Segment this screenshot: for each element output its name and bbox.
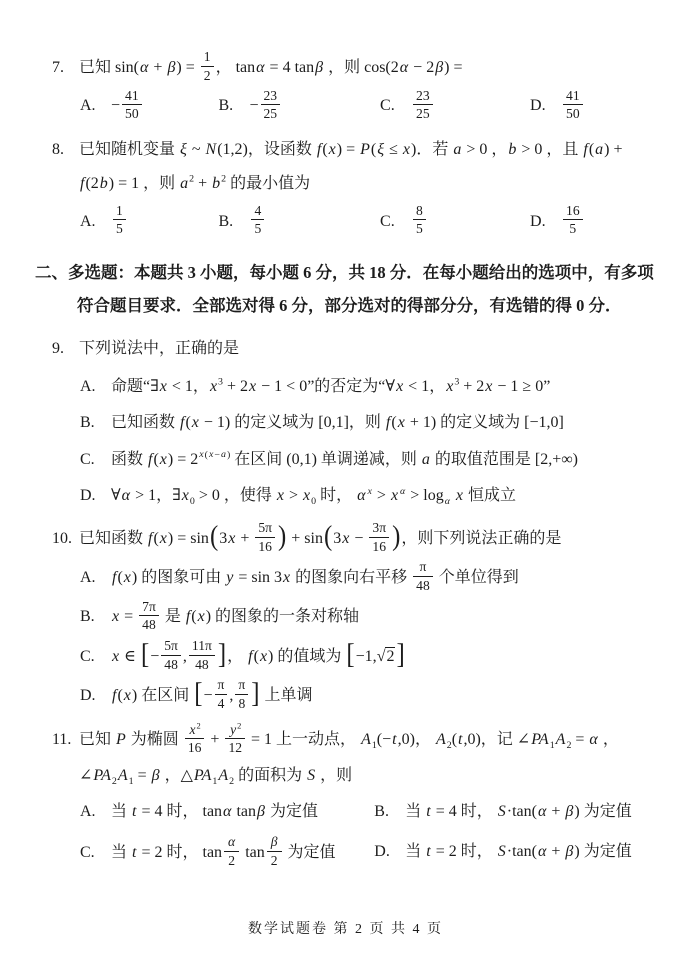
question-8-text: 已知随机变量 ξ ~ N(1,2)，设函数 f(x) = P(ξ ≤ x)．若 a > 0 ，b > 0 ，且 f(a) + f(2b) = 1 ，则 $a^2 + b^2$ 的最小值为: [79, 140, 623, 193]
question-9-number: 9.: [52, 340, 64, 358]
question-7: [52, 50, 657, 125]
option-value: 命题“∃x < 1，$x^3 + 2x - 1 < 0$”的否定为“∀x < 1，$x^3 + 2x - 1 \ge 0$”: [111, 376, 551, 395]
option-label: B.: [80, 608, 95, 626]
option-value: 当 t = 2 时， S·tan(α + β) 为定值: [405, 842, 632, 860]
question-7-option-a: [80, 88, 218, 125]
option-label: A.: [80, 212, 96, 230]
option-label: D.: [374, 842, 390, 860]
option-value: 当 t = 4 时， tanα tanβ 为定值: [111, 803, 318, 821]
question-9-option-a: [52, 370, 657, 404]
question-7-option-c: [380, 88, 530, 125]
question-10-stem: [52, 521, 657, 557]
question-11-option-c: [80, 835, 374, 871]
option-value: $\frac{4}{5}$: [249, 213, 266, 230]
option-label: C.: [80, 647, 95, 665]
question-7-stem: [52, 50, 657, 86]
option-label: C.: [80, 843, 95, 861]
option-label: A.: [80, 377, 96, 395]
question-9-option-b: [52, 406, 657, 440]
option-label: D.: [530, 97, 546, 115]
question-10-number: 10.: [52, 529, 72, 547]
question-7-option-d: [530, 88, 657, 125]
page-footer: 数学试题卷 第 2 页 共 4 页: [248, 922, 443, 937]
question-8: [52, 133, 657, 240]
option-label: B.: [218, 97, 234, 115]
option-value: $\frac{16}{5}$: [561, 213, 585, 230]
option-value: x ∈ [− $\frac{5\pi}{48}$ , $\frac{11\pi}{48}$ ]， f(x) 的值域为 [−1,√2]: [112, 637, 405, 672]
question-8-options: [52, 204, 657, 241]
option-value: f(x) 在区间 [− $\frac{\pi}{4}$ , $\frac{\pi}{8}$ ] 上单调: [112, 677, 313, 711]
question-8-option-a: [80, 204, 218, 241]
option-label: B.: [374, 803, 389, 821]
option-value: $\frac{1}{5}$: [111, 213, 128, 230]
option-label: D.: [80, 487, 96, 505]
question-8-option-b: [218, 204, 380, 241]
question-7-number: 7.: [52, 58, 64, 76]
question-8-number: 8.: [52, 140, 64, 158]
option-value: − $\frac{41}{50}$: [111, 97, 144, 114]
question-11-stem: [52, 720, 657, 794]
question-9-stem: [52, 332, 657, 366]
question-10: [52, 521, 657, 715]
question-11-option-b: [374, 795, 657, 829]
question-11-option-a: [80, 795, 374, 829]
option-label: D.: [80, 687, 96, 705]
option-label: A.: [80, 803, 96, 821]
option-label: B.: [80, 414, 95, 432]
question-10-option-d: [52, 678, 657, 714]
question-7-option-b: [218, 88, 380, 125]
section-2-header: 二、多选题：本题共 3 小题，每小题 6 分，共 18 分．在每小题给出的选项中，有多项符合题目要求．全部选对得 6 分，部分选对的得部分分，有选错的得 0 分．: [35, 263, 654, 316]
option-label: D.: [530, 212, 546, 230]
option-label: A.: [80, 569, 96, 587]
option-value: − $\frac{23}{25}$: [249, 97, 282, 114]
question-9: [52, 332, 657, 513]
option-value: 当 t = 2 时， tan $\frac{\alpha}{2}$ tan $\frac{\beta}{2}$ 为定值: [111, 833, 336, 868]
question-11-option-d: [374, 835, 657, 871]
question-11-text: 已知 P 为椭圆 $\frac{x^2}{16}$ + $\frac{y^2}{12}$ = 1 上一动点， $A_1(-t,0)$， $A_2(t,0)$，记 $\angle PA_1A_2 = \alpha$ ，$\angle PA_2A_1 = \beta$ ，$\triangle PA_1A_2$ 的面积为 S ，则: [79, 720, 619, 788]
option-label: C.: [380, 212, 395, 230]
question-9-option-d: [52, 479, 657, 513]
question-8-option-d: [530, 204, 657, 241]
question-7-options: [52, 88, 657, 125]
option-label: A.: [80, 97, 96, 115]
question-8-option-c: [380, 204, 530, 241]
question-10-option-a: [52, 560, 657, 596]
option-value: 函数 $f(x) = 2^{x(x-a)}$ 在区间 (0,1) 单调递减，则 a 的取值范围是 [2,+∞): [111, 449, 579, 468]
option-label: C.: [80, 450, 95, 468]
question-11-options: [52, 795, 657, 871]
question-10-option-c: [52, 639, 657, 675]
option-label: B.: [218, 212, 234, 230]
option-value: $\frac{23}{25}$: [411, 97, 435, 114]
option-label: C.: [380, 97, 395, 115]
question-9-option-c: [52, 443, 657, 477]
question-11: [52, 720, 657, 872]
option-value: 当 t = 4 时， S·tan(α + β) 为定值: [405, 803, 632, 821]
option-value: f(x) 的图象可由 y = sin 3x 的图象向右平移 $\frac{\pi}{48}$ 个单位得到: [112, 559, 519, 593]
option-value: x = $\frac{7\pi}{48}$ 是 f(x) 的图象的一条对称轴: [112, 598, 360, 633]
question-10-option-b: [52, 600, 657, 636]
option-value: $\frac{41}{50}$: [561, 97, 585, 114]
question-9-text: 下列说法中，正确的是: [79, 340, 240, 358]
question-7-text: 已知 sin(α + β) = $\frac{1}{2}$ ， tanα = 4 tanβ ，则 cos(2α − 2β) =: [79, 49, 463, 83]
question-10-text: 已知函数 f(x) = sin(3x + $\frac{5\pi}{16}$ ) + sin(3x − $\frac{3\pi}{16}$ )，则下列说法正确的是: [79, 519, 562, 554]
question-11-number: 11.: [52, 731, 72, 749]
option-value: $\frac{8}{5}$: [411, 213, 428, 230]
question-8-stem: [52, 133, 657, 202]
option-value: 已知函数 f(x − 1) 的定义域为 [0,1]，则 f(x + 1) 的定义域为 [−1,0]: [111, 414, 564, 432]
option-value: ∀α > 1，$\exists x_0 > 0$ ，使得 $x > x_0$ 时， α $^x$ > x $^\alpha > \log_\alpha x$ 恒成立: [111, 485, 517, 508]
